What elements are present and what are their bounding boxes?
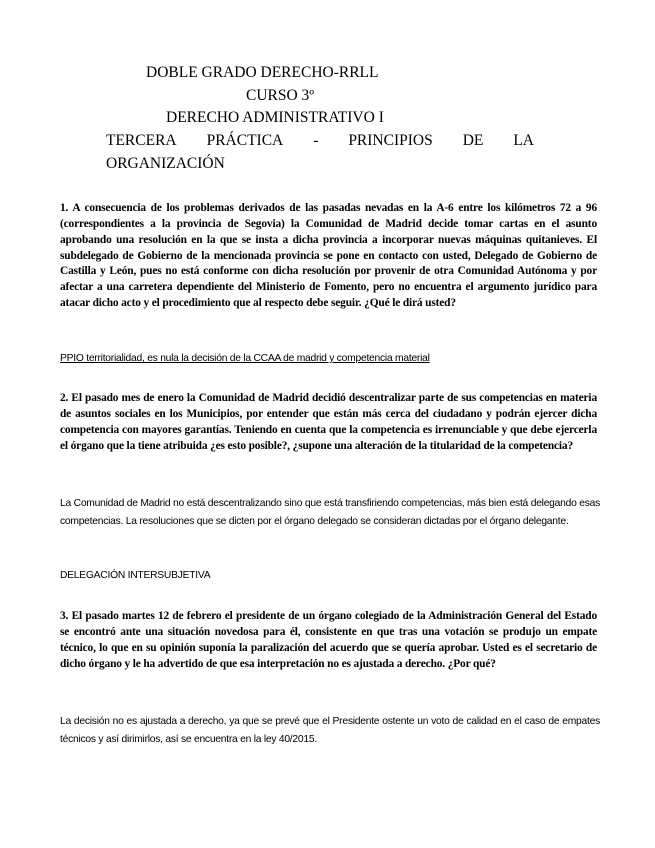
practice-title-word: PRINCIPIOS [348, 132, 433, 149]
answer-3: La decisión no es ajustada a derecho, ya que se prevé que el Presidente ostente un voto de calidad en el caso de empates técnicos y así dirimirlos, así se encuentra en la ley 40/2015. [60, 716, 600, 745]
answer-2: La Comunidad de Madrid no está descentralizando sino que está transfiriendo competencias, más bien está delegando esas competencias. La resoluciones que se dicten por el órgano delegado se consideran dictadas por el órgano delegante. [60, 498, 600, 527]
question-2: 2. El pasado mes de enero la Comunidad de Madrid decidió descentralizar parte de sus competencias en materia de asuntos sociales en los Municipios, por entender que están más cerca del ciudadano y podrán ejercer dicha competencia con mayores garantías. Teniendo en cuenta que la competencia es irrenunciable y que debe ejercerla el órgano que la tiene atribuida ¿es esto posible?, ¿supone una alteración de la titularidad de la competencia? [60, 392, 597, 452]
practice-title-word: PRÁCTICA [206, 132, 284, 149]
question-1: 1. A consecuencia de los problemas derivados de las pasadas nevadas en la A-6 entre los kilómetros 72 a 96 (correspondientes a la provincia de Segovia) la Comunidad de Madrid decide tomar cartas en el asunto aprobando una resolución en la que se insta a dicha provincia a incorporar nuevas máquinas quitanieves. El subdelegado de Gobierno de la mencionada provincia se pone en contacto con usted, Delegado de Gobierno de Castilla y León, pues no está conforme con dicha resolución por provenir de otra Comunidad Autónoma y por afectar a una carretera dependiente del Ministerio de Fomento, pero no encuentra el argumento jurídico para atacar dicho acto y el procedimiento que al respecto debe seguir. ¿Qué le dirá usted? [60, 202, 597, 310]
practice-title-word: LA [513, 132, 534, 149]
practice-title [106, 131, 534, 151]
practice-title-word: - [313, 132, 319, 149]
subject-title: DERECHO ADMINISTRATIVO I [166, 109, 384, 126]
degree-title: DOBLE GRADO DERECHO-RRLL [146, 64, 379, 81]
practice-title-word: DE [462, 132, 484, 149]
answer-2-conclusion: DELEGACIÓN INTERSUBJETIVA [60, 570, 211, 581]
answer-1: PPIO territorialidad, es nula la decisión de la CCAA de madrid y competencia material [60, 353, 430, 364]
course-year: CURSO 3º [246, 87, 315, 104]
practice-title-continued: ORGANIZACIÓN [106, 155, 225, 172]
practice-title-word: TERCERA [106, 132, 177, 149]
question-3: 3. El pasado martes 12 de febrero el presidente de un órgano colegiado de la Administración General del Estado se encontró ante una situación novedosa para él, consistente en que tras una votación se produjo un empate técnico, lo que en su opinión suponía la paralización del acuerdo que se quería aprobar. Usted es el secretario de dicho órgano y le ha advertido de que esa interpretación no es ajustada a derecho. ¿Por qué? [60, 610, 597, 670]
